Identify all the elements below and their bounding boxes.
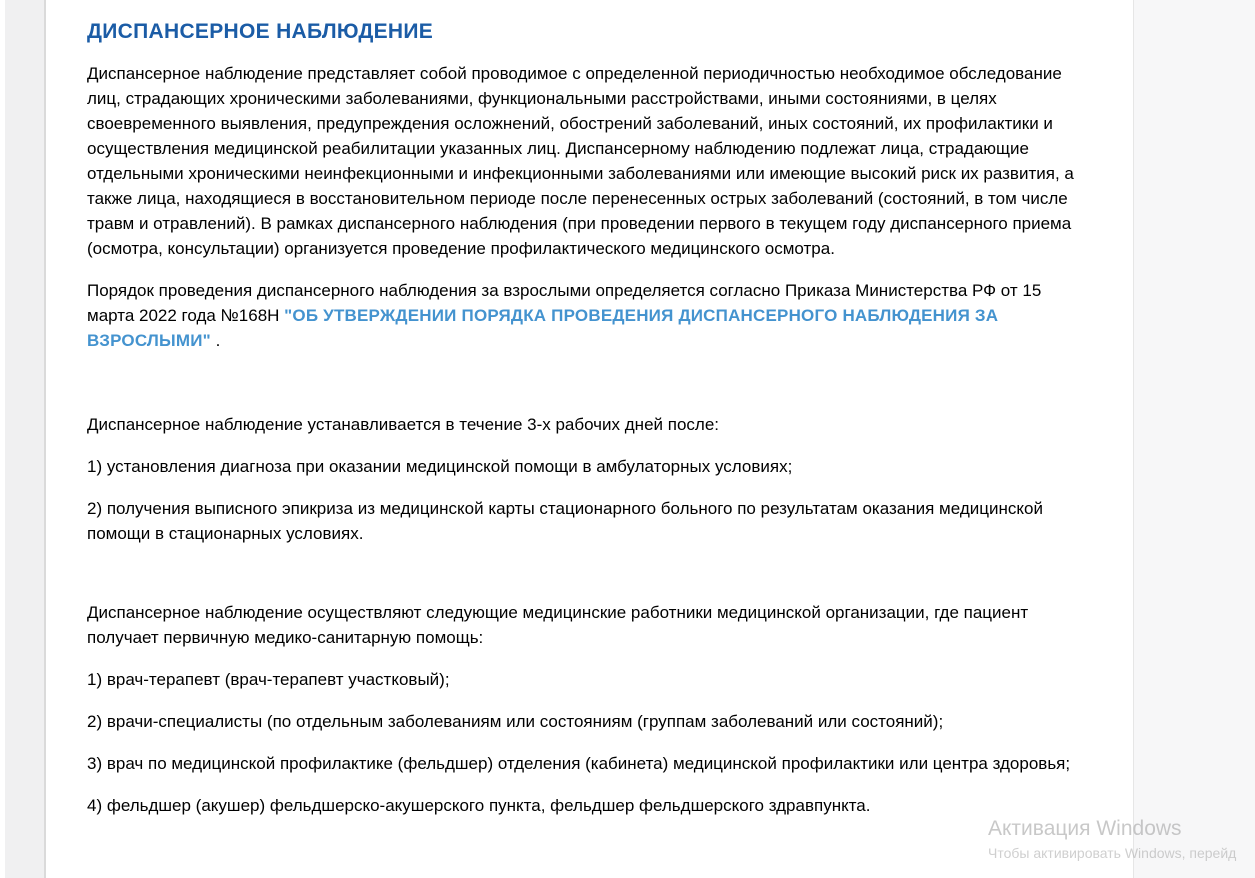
right-page-gutter (1133, 0, 1255, 878)
order-paragraph (87, 278, 1087, 353)
windows-activation-title: Активация Windows (988, 817, 1182, 840)
left-page-gutter (5, 0, 46, 878)
windows-activation-subtitle: Чтобы активировать Windows, перейд (988, 845, 1237, 861)
page-title: ДИСПАНСЕРНОЕ НАБЛЮДЕНИЕ (87, 20, 434, 43)
staff-item: 2) врачи-специалисты (по отдельным заболеваниям или состояниям (группам заболеваний или состояний); (87, 712, 944, 731)
article (87, 0, 1087, 835)
order-prefix-text: Порядок проведения диспансерного наблюдения за взрослыми определяется согласно Приказа Министерства РФ от 15 марта 2022 года №168Н (87, 281, 1042, 325)
order-document-link[interactable]: "ОБ УТВЕРЖДЕНИИ ПОРЯДКА ПРОВЕДЕНИЯ ДИСПАНСЕРНОГО НАБЛЮДЕНИЯ ЗА ВЗРОСЛЫМИ" (87, 306, 999, 350)
section-spacer (87, 563, 1087, 583)
staff-item: 1) врач-терапевт (врач-терапевт участковый); (87, 670, 450, 689)
order-suffix-text: . (215, 331, 221, 350)
section-spacer (87, 370, 1087, 395)
staff-intro: Диспансерное наблюдение осуществляют следующие медицинские работники медицинской организации, где пациент получает первичную медико-санитарную помощь: (87, 603, 1029, 647)
timing-item: 2) получения выписного эпикриза из медицинской карты стационарного больного по результатам оказания медицинской помощи в стационарных условиях. (87, 499, 1043, 543)
intro-paragraph: Диспансерное наблюдение представляет собой проводимое с определенной периодичностью необходимое обследование лиц, страдающих хроническими заболеваниями, функциональными расстройствами, иными состояниями, в целях своевременного выявления, предупреждения осложнений, обострений заболеваний, иных состояний, их профилактики и осуществления медицинской реабилитации указанных лиц. Диспансерному наблюдению подлежат лица, страдающие отдельными хроническими неинфекционными и инфекционными заболеваниями или имеющие высокий риск их развития, а также лица, находящиеся в восстановительном периоде после перенесенных острых заболеваний (состояний, в том числе травм и отравлений). В рамках диспансерного наблюдения (при проведении первого в текущем году диспансерного приема (осмотра, консультации) организуется проведение профилактического медицинского осмотра. (87, 64, 1074, 258)
timing-item: 1) установления диагноза при оказании медицинской помощи в амбулаторных условиях; (87, 457, 793, 476)
staff-item: 4) фельдшер (акушер) фельдшерско-акушерского пункта, фельдшер фельдшерского здравпункта. (87, 796, 871, 815)
staff-item: 3) врач по медицинской профилактике (фельдшер) отделения (кабинета) медицинской профилактики или центра здоровья; (87, 754, 1071, 773)
timing-intro: Диспансерное наблюдение устанавливается в течение 3-х рабочих дней после: (87, 415, 719, 434)
